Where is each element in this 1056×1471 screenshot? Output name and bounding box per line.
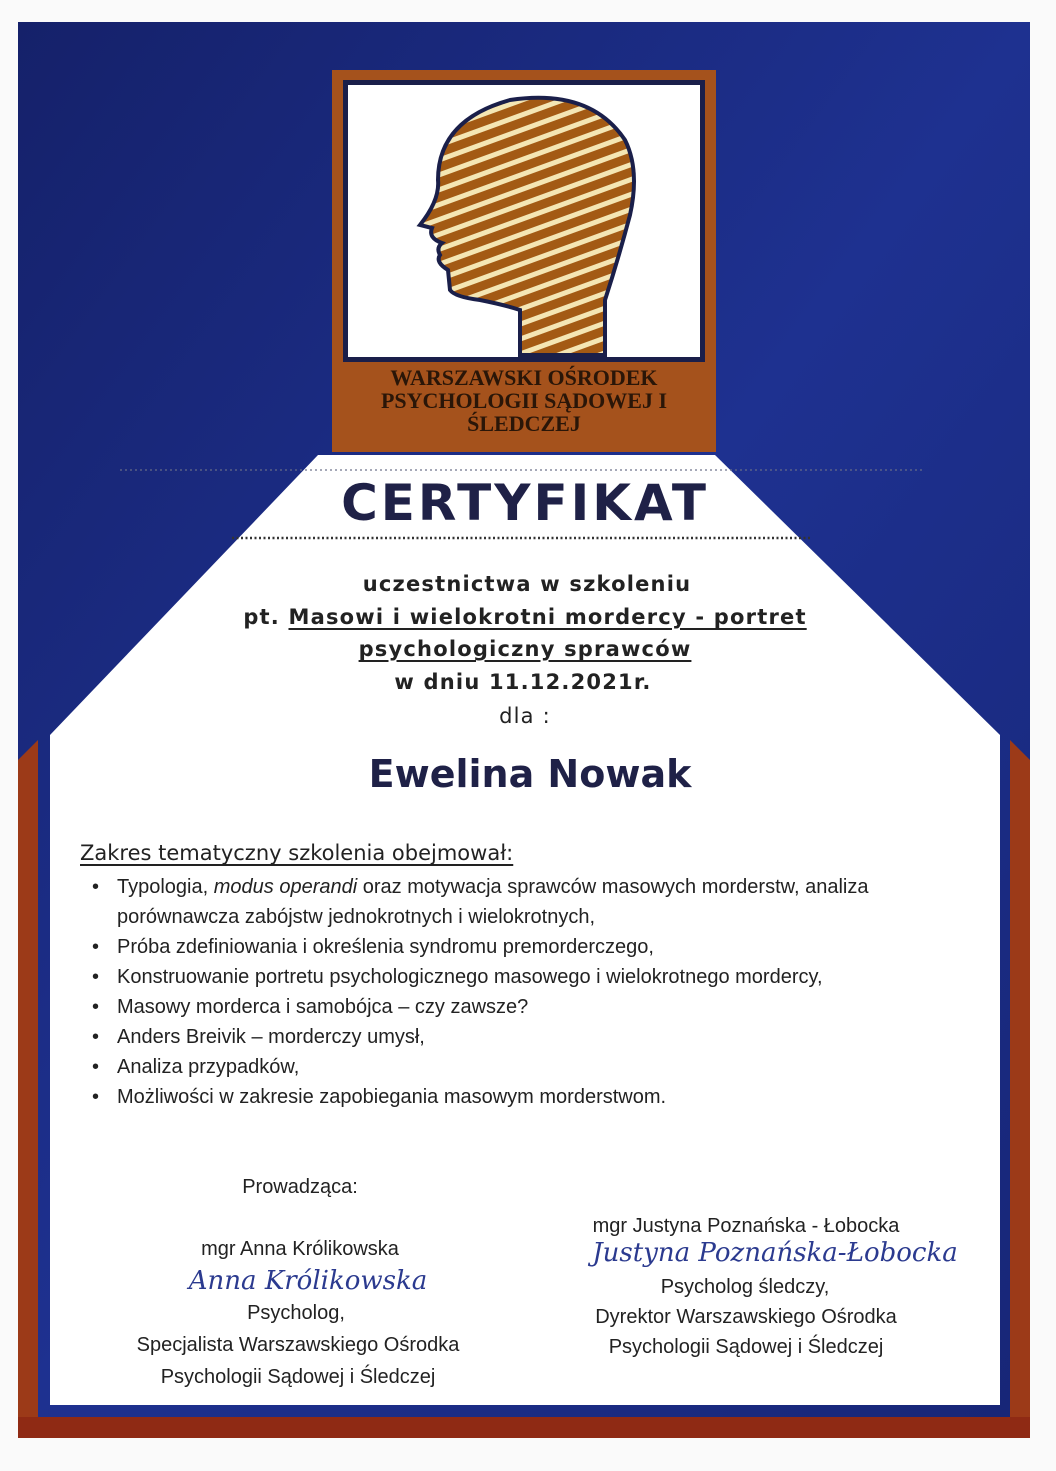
topic-item: • Analiza przypadków, xyxy=(92,1052,977,1082)
topic-item: • Możliwości w zakresie zapobiegania masowym morderstwom. xyxy=(92,1082,977,1112)
left-signer-role1: Psycholog, xyxy=(247,1302,345,1324)
topic-item: • Próba zdefiniowania i określenia syndromu premorderczego, xyxy=(92,932,977,962)
left-signer-name: mgr Anna Królikowska xyxy=(201,1238,399,1260)
certificate-title: CERTYFIKAT xyxy=(341,474,709,532)
topics-heading: Zakres tematyczny szkolenia obejmował: xyxy=(80,841,514,865)
topics-list xyxy=(92,872,977,1112)
leader-label: Prowadząca: xyxy=(242,1176,358,1198)
for-label: dla : xyxy=(499,704,551,728)
org-name-line1: WARSZAWSKI OŚRODEK xyxy=(390,365,658,390)
topic-item: • Konstruowanie portretu psychologicznego masowego i wielokrotnego mordercy, xyxy=(92,962,907,992)
right-signer-role1: Psycholog śledczy, xyxy=(660,1276,830,1298)
right-signer-role2: Dyrektor Warszawskiego Ośrodka xyxy=(595,1306,897,1328)
org-name-line2: PSYCHOLOGII SĄDOWEJ I xyxy=(380,388,668,413)
course-prefix: pt. xyxy=(243,605,280,629)
left-signer-role3: Psychologii Sądowej i Śledczej xyxy=(160,1366,436,1388)
course-title-line2: psychologiczny sprawców xyxy=(358,637,692,661)
topic-item: • Typologia, modus operandi oraz motywacja sprawców masowych morderstw, analiza porównawcza zabójstw jednokrotnych i wielokrotnych, xyxy=(92,872,977,932)
org-name xyxy=(381,366,667,435)
left-signer-role2: Specjalista Warszawskiego Ośrodka xyxy=(136,1334,460,1356)
org-name-line3: ŚLEDCZEJ xyxy=(467,411,581,436)
right-signer-name: mgr Justyna Poznańska - Łobocka xyxy=(592,1215,900,1237)
right-signer-role3: Psychologii Sądowej i Śledczej xyxy=(608,1336,884,1358)
course-title-line1 xyxy=(243,605,806,629)
topic-item: • Anders Breivik – morderczy umysł, xyxy=(92,1022,977,1052)
recipient-name: Ewelina Nowak xyxy=(368,752,692,796)
course-title-part1: Masowi i wielokrotni mordercy - portret xyxy=(288,605,807,629)
participation-line: uczestnictwa w szkoleniu xyxy=(362,572,692,596)
course-date: w dniu 11.12.2021r. xyxy=(394,670,652,694)
left-handwritten-signature: Anna Królikowska xyxy=(188,1266,428,1296)
topic-item: • Masowy morderca i samobójca – czy zawsze? xyxy=(92,992,977,1022)
right-handwritten-signature: Justyna Poznańska-Łobocka xyxy=(592,1238,958,1268)
